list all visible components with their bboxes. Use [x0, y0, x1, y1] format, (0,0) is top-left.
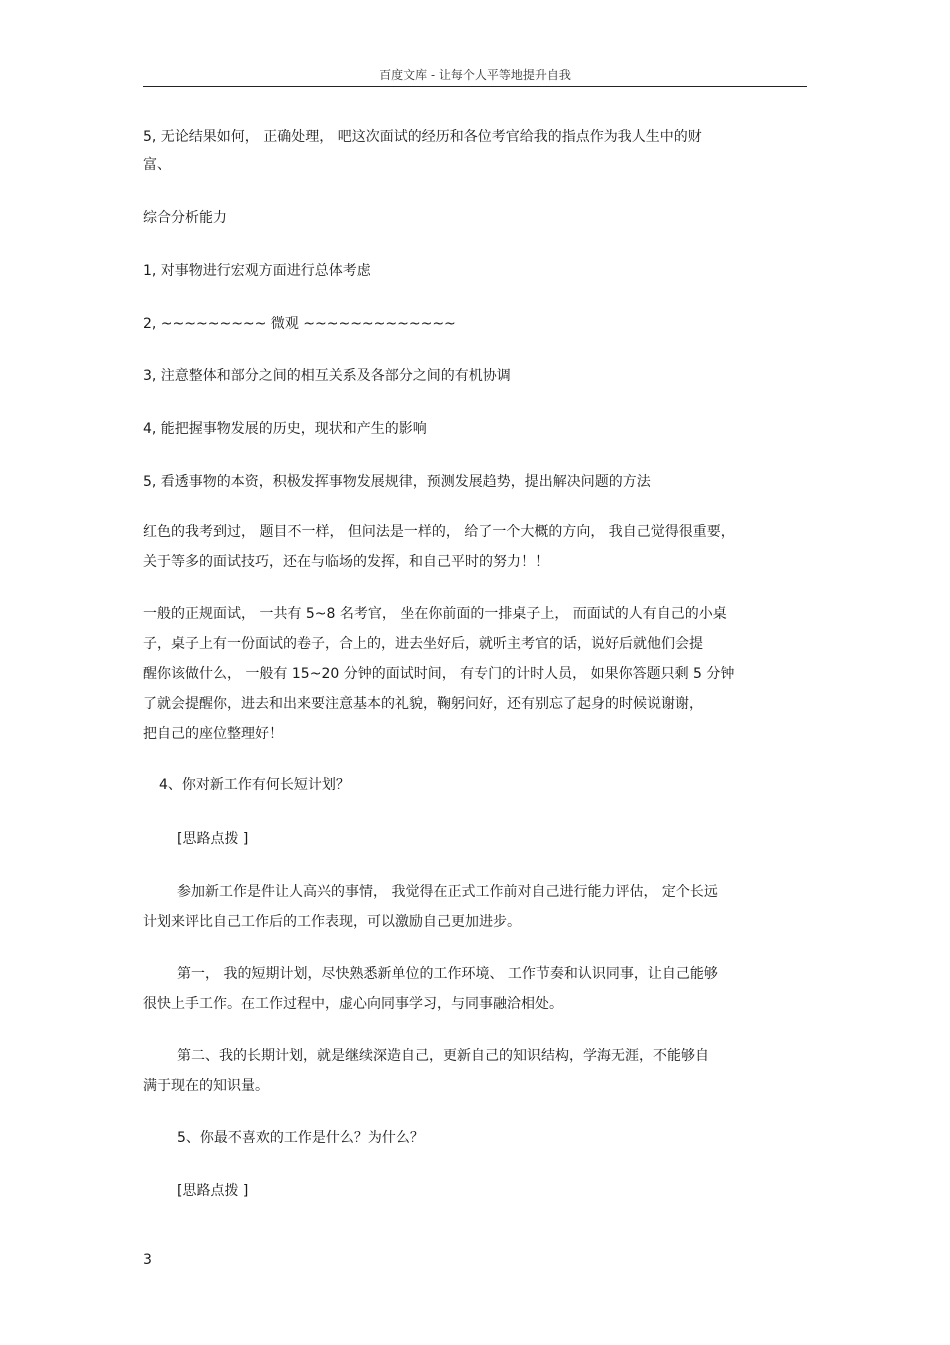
- text-line: 第二、我的长期计划，就是继续深造自己，更新自己的知识结构，学海无涯，不能够自: [177, 1048, 709, 1064]
- text-line: 子，桌子上有一份面试的卷子，合上的，进去坐好后，就听主考官的话，说好后就他们会提: [143, 636, 703, 652]
- text-line: 一般的正规面试， 一共有 5~8 名考官， 坐在你前面的一排桌子上， 而面试的人有自己的小桌: [143, 606, 727, 622]
- text-line: 把自己的座位整理好！: [143, 726, 283, 742]
- section-heading: 综合分析能力: [143, 210, 227, 226]
- hint-label: [思路点拨 ]: [177, 1183, 249, 1199]
- text-line: 5, 无论结果如何， 正确处理， 吧这次面试的经历和各位考官给我的指点作为我人生中的财: [143, 129, 702, 145]
- list-item: 4, 能把握事物发展的历史，现状和产生的影响: [143, 421, 427, 437]
- text-line: 计划来评比自己工作后的工作表现，可以激励自己更加进步。: [143, 914, 521, 930]
- list-item: 3, 注意整体和部分之间的相互关系及各部分之间的有机协调: [143, 368, 511, 384]
- text-line: 红色的我考到过， 题目不一样， 但问法是一样的， 给了一个大概的方向， 我自己觉得很重要，: [143, 524, 735, 540]
- text-line: 参加新工作是件让人高兴的事情， 我觉得在正式工作前对自己进行能力评估， 定个长远: [177, 884, 718, 900]
- list-item: 2, ~~~~~~~~~ 微观 ~~~~~~~~~~~~~: [143, 316, 456, 332]
- text-line: 第一， 我的短期计划，尽快熟悉新单位的工作环境、 工作节奏和认识同事，让自己能够: [177, 966, 718, 982]
- list-item: 5, 看透事物的本资，积极发挥事物发展规律，预测发展趋势，提出解决问题的方法: [143, 474, 651, 490]
- question-heading: 5、你最不喜欢的工作是什么？为什么？: [177, 1130, 424, 1146]
- question-heading: 4、你对新工作有何长短计划？: [159, 777, 350, 793]
- header-rule: [143, 86, 807, 87]
- text-line: 了就会提醒你，进去和出来要注意基本的礼貌，鞠躬问好，还有别忘了起身的时候说谢谢，: [143, 696, 703, 712]
- text-line: 很快上手工作。在工作过程中，虚心向同事学习，与同事融洽相处。: [143, 996, 563, 1012]
- page-number: 3: [143, 1252, 152, 1268]
- text-line: 醒你该做什么， 一般有 15~20 分钟的面试时间， 有专门的计时人员， 如果你答题只剩 5 分钟: [143, 666, 735, 682]
- text-line: 满于现在的知识量。: [143, 1078, 269, 1094]
- hint-label: [思路点拨 ]: [177, 831, 249, 847]
- page-header: 百度文库 - 让每个人平等地提升自我: [379, 68, 571, 82]
- list-item: 1, 对事物进行宏观方面进行总体考虑: [143, 263, 371, 279]
- text-line: 富、: [143, 157, 171, 173]
- text-line: 关于等多的面试技巧，还在与临场的发挥，和自己平时的努力！！: [143, 554, 549, 570]
